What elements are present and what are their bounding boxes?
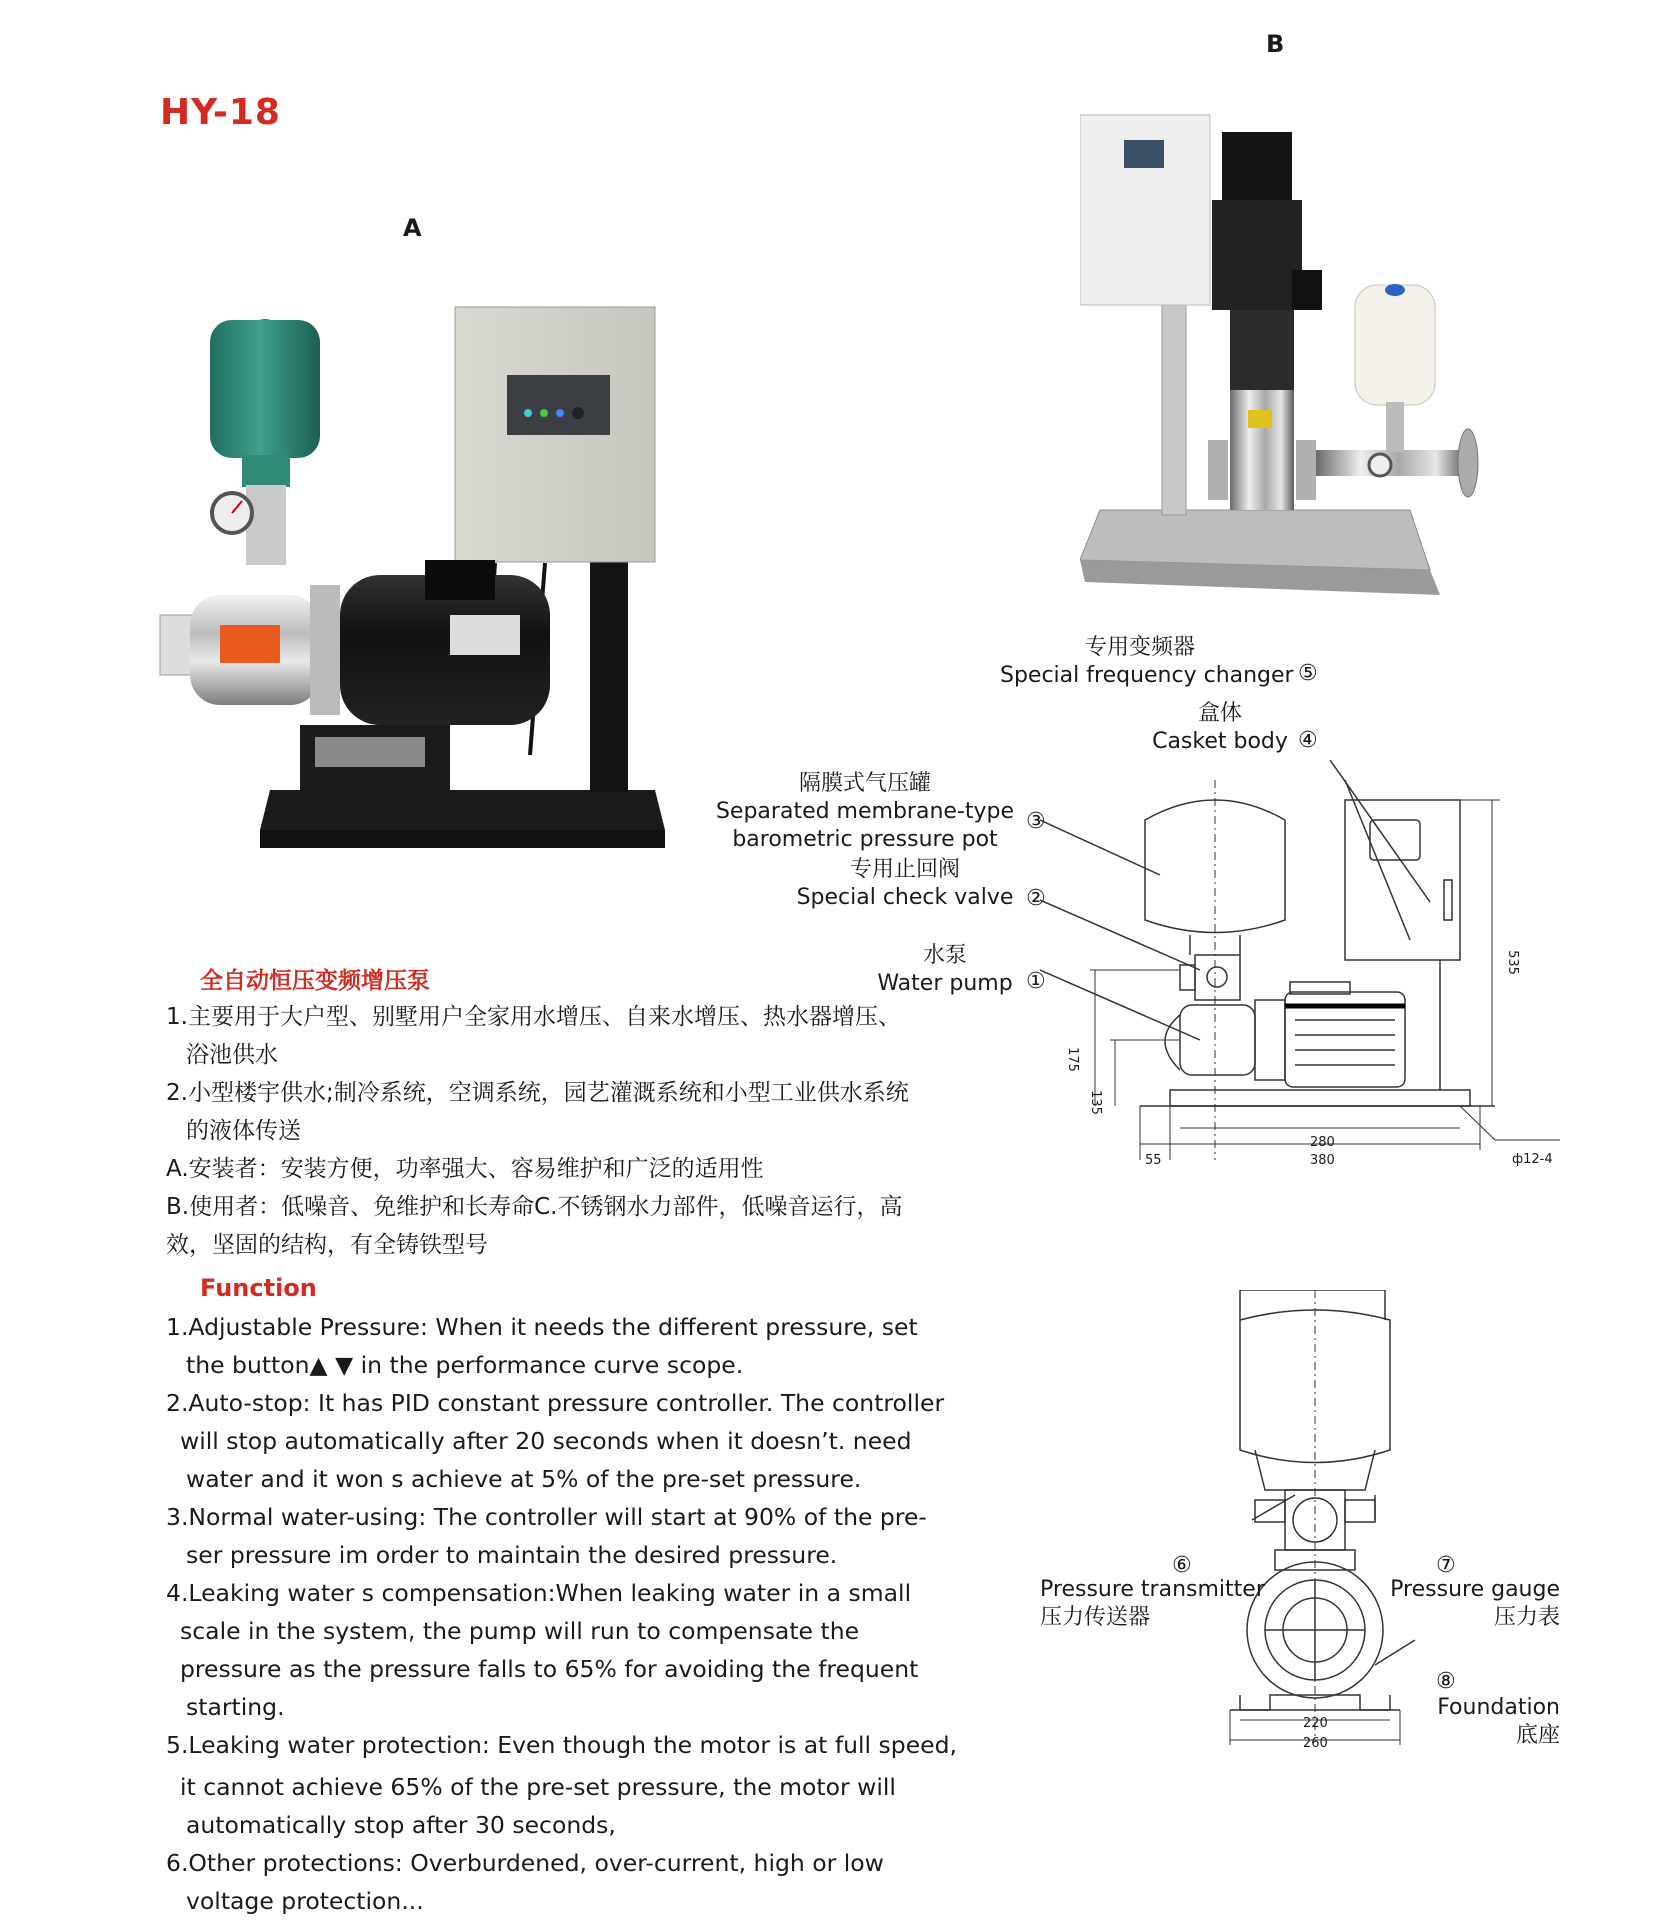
label-a: A xyxy=(403,214,422,242)
function-line: scale in the system, the pump will run to compensate the xyxy=(180,1617,860,1645)
dim-55: 55 xyxy=(1145,1153,1162,1168)
part2-label xyxy=(790,856,1020,912)
cn-line: 的液体传送 xyxy=(186,1118,301,1144)
cn-line: A.安装者：安装方便，功率强大、容易维护和广泛的适用性 xyxy=(166,1156,764,1182)
dim-175: 175 xyxy=(1064,1047,1080,1072)
function-line: 3.Normal water-using: The controller will start at 90% of the pre- xyxy=(166,1503,927,1531)
dim-135: 135 xyxy=(1087,1090,1103,1115)
dim-260: 260 xyxy=(1303,1736,1328,1751)
function-list xyxy=(166,1308,957,1920)
part8-cn: 底座 xyxy=(1515,1723,1560,1748)
function-line: ser pressure im order to maintain the desired pressure. xyxy=(186,1541,838,1569)
function-line: 4.Leaking water s compensation:When leaking water in a small xyxy=(166,1579,912,1607)
function-line: it cannot achieve 65% of the pre-set pressure, the motor will xyxy=(180,1773,896,1801)
function-line: will stop automatically after 20 seconds when it doesn’t. need xyxy=(180,1427,912,1455)
part4-num: ④ xyxy=(1298,728,1318,753)
dim-hole: ф12-4 xyxy=(1512,1152,1553,1167)
part8-label xyxy=(1400,1694,1560,1750)
part4-label xyxy=(1140,700,1300,756)
cn-title: 全自动恒压变频增压泵 xyxy=(200,968,430,994)
part4-en: Casket body xyxy=(1152,729,1288,754)
part4-cn: 盒体 xyxy=(1197,701,1242,726)
cn-line: 1.主要用于大户型、别墅用户全家用水增压、自来水增压、热水器增压、 xyxy=(166,1004,901,1030)
part3-label xyxy=(700,770,1030,854)
function-line: 1.Adjustable Pressure: When it needs the different pressure, set xyxy=(166,1313,918,1341)
pump-photo-b xyxy=(1080,110,1480,600)
part2-en: Special check valve xyxy=(796,885,1014,910)
function-line: 5.Leaking water protection: Even though the motor is at full speed, xyxy=(166,1731,957,1759)
part6-num: ⑥ xyxy=(1172,1553,1192,1578)
side-view-drawing xyxy=(1040,760,1570,1180)
function-line: 2.Auto-stop: It has PID constant pressure controller. The controller xyxy=(166,1389,945,1417)
part5-cn: 专用变频器 xyxy=(1084,635,1195,660)
part6-label xyxy=(1040,1576,1265,1632)
part7-num: ⑦ xyxy=(1436,1553,1456,1578)
function-line: pressure as the pressure falls to 65% for avoiding the frequent xyxy=(180,1655,919,1683)
part1-cn: 水泵 xyxy=(922,943,967,968)
part7-cn: 压力表 xyxy=(1493,1605,1560,1630)
part6-cn: 压力传送器 xyxy=(1040,1605,1151,1630)
model-title: HY-18 xyxy=(160,92,281,133)
cn-line: B.使用者：低噪音、免维护和长寿命C.不锈钢水力部件，低噪音运行，高 xyxy=(166,1194,903,1220)
function-title: Function xyxy=(200,1274,317,1302)
part3-cn: 隔膜式气压罐 xyxy=(798,771,931,796)
part5-label xyxy=(1000,634,1294,690)
part1-en: Water pump xyxy=(877,971,1013,996)
function-line: water and it won s achieve at 5% of the pre-set pressure. xyxy=(186,1465,862,1493)
cn-line: 浴池供水 xyxy=(186,1042,278,1068)
dim-220: 220 xyxy=(1303,1716,1328,1731)
cn-line: 2.小型楼宇供水;制冷系统，空调系统，园艺灌溉系统和小型工业供水系统 xyxy=(166,1080,909,1106)
part3-num: ③ xyxy=(1026,809,1046,834)
cn-description xyxy=(166,998,909,1264)
part5-num: ⑤ xyxy=(1298,661,1318,686)
part6-en: Pressure transmitter xyxy=(1040,1577,1265,1602)
part8-num: ⑧ xyxy=(1436,1669,1456,1694)
part7-en: Pressure gauge xyxy=(1390,1577,1560,1602)
function-line: voltage protection... xyxy=(186,1887,424,1915)
part1-label xyxy=(870,942,1020,998)
dim-280: 280 xyxy=(1310,1135,1335,1150)
function-line: automatically stop after 30 seconds, xyxy=(186,1811,616,1839)
pump-photo-a xyxy=(150,285,670,875)
part3-en1: Separated membrane-type xyxy=(715,799,1015,824)
dim-535: 535 xyxy=(1504,950,1520,975)
function-line: the button▲ ▼ in the performance curve scope. xyxy=(186,1351,744,1379)
part1-num: ① xyxy=(1026,969,1046,994)
part2-num: ② xyxy=(1026,886,1046,911)
part3-en2: barometric pressure pot xyxy=(732,827,998,852)
function-line: 6.Other protections: Overburdened, over-current, high or low xyxy=(166,1849,884,1877)
part2-cn: 专用止回阀 xyxy=(849,857,960,882)
part8-en: Foundation xyxy=(1437,1695,1560,1720)
part5-en: Special frequency changer xyxy=(1000,663,1294,688)
cn-line: 效，坚固的结构，有全铸铁型号 xyxy=(166,1232,488,1258)
label-b: B xyxy=(1266,30,1285,58)
function-line: starting. xyxy=(186,1693,285,1721)
part7-label xyxy=(1370,1576,1560,1632)
dim-380: 380 xyxy=(1310,1153,1335,1168)
